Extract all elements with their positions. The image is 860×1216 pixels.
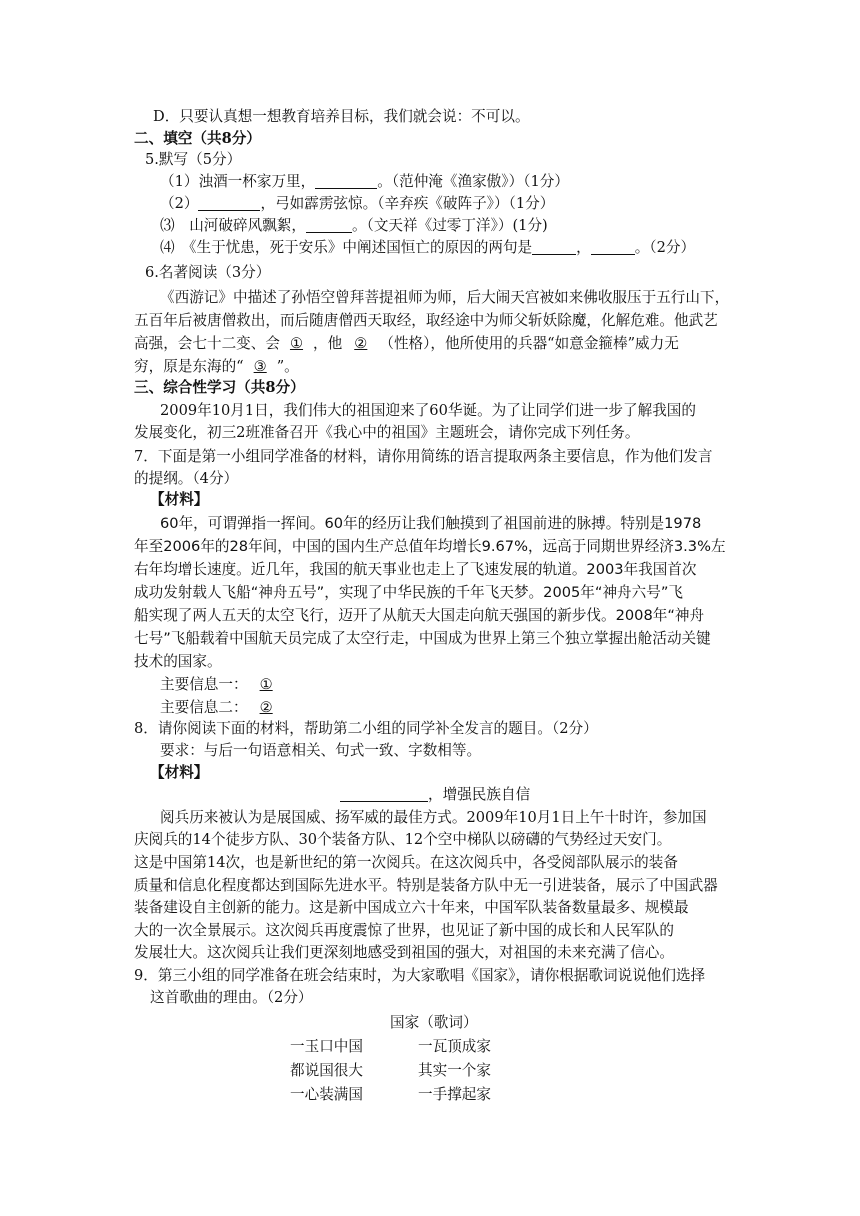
lyric-right: 一瓦顶成家 xyxy=(418,1038,491,1055)
intro-line-1: 2009年10月1日，我们伟大的祖国迎来了60华诞。为了让同学们进一步了解我国的 xyxy=(160,402,696,419)
answer-blank-info-2[interactable]: ② xyxy=(259,699,273,716)
q8-title-tail: ，增强民族自信 xyxy=(428,786,531,803)
lyric-left: 一玉口中国 xyxy=(290,1038,363,1055)
q5-line-3 xyxy=(160,215,548,237)
lyric-right: 一手撑起家 xyxy=(418,1086,491,1103)
q5-line-4-b: ， xyxy=(576,239,591,256)
q7-info-2 xyxy=(160,697,285,719)
answer-blank[interactable] xyxy=(306,216,352,233)
q6-text: （性格），他所使用的兵器“如意金箍棒”威力无 xyxy=(379,335,679,352)
q8-para-line: 发展壮大。这次阅兵让我们更深刻地感受到祖国的强大，对祖国的未来充满了信心。 xyxy=(134,944,674,961)
q8-para-line: 阅兵历来被认为是展国威、扬军威的最佳方式。2009年10月1日上午十时许，参加国 xyxy=(160,809,707,826)
q5-line-1 xyxy=(160,171,569,193)
q7-material-line: 右年均增长速度。近几年，我国的航天事业也走上了飞速发展的轨道。2003年我国首次 xyxy=(134,561,697,578)
answer-blank-info-1[interactable]: ① xyxy=(259,676,273,693)
lyric-right: 其实一个家 xyxy=(418,1062,491,1079)
q8-line-1: 8．请你阅读下面的材料，帮助第二小组的同学补全发言的题目。（2分） xyxy=(134,720,598,737)
q6-para-line-3 xyxy=(134,333,679,355)
answer-blank[interactable] xyxy=(591,238,635,255)
q7-material-line: 七号”飞船载着中国航天员完成了太空行走，中国成为世界上第三个独立掌握出舱活动关键 xyxy=(134,630,711,647)
q7-line-1: 7．下面是第一小组同学准备的材料，请你用简练的语言提取两条主要信息，作为他们发言 xyxy=(134,448,713,465)
q5-line-4-c: 。（2分） xyxy=(634,239,696,256)
q5-line-3-b: 。（文天祥《过零丁洋》）(1分) xyxy=(351,217,548,234)
answer-blank[interactable] xyxy=(198,194,260,211)
q8-requirement: 要求：与后一句语意相关、句式一致、字数相等。 xyxy=(160,742,482,759)
answer-blank-title[interactable] xyxy=(340,785,428,802)
q5-line-1-a: （1）浊酒一杯家万里， xyxy=(160,173,316,190)
q7-material-line: 60年，可谓弹指一挥间。60年的经历让我们触摸到了祖国前进的脉搏。特别是1978 xyxy=(160,515,702,532)
q5-line-4-a: ⑷ 《生于忧患，死于安乐》中阐述国恒亡的原因的两句是 xyxy=(160,239,533,256)
lyric-left: 一心装满国 xyxy=(290,1086,363,1103)
q5-line-2 xyxy=(160,193,554,215)
q9-line-2: 这首歌曲的理由。（2分） xyxy=(150,989,313,1006)
section-3-heading: 三、综合性学习（共8分） xyxy=(134,379,305,396)
answer-blank-3[interactable]: ③ xyxy=(253,358,267,375)
q6-text: ”。 xyxy=(276,358,299,375)
answer-blank-2[interactable]: ② xyxy=(354,335,368,352)
answer-blank[interactable] xyxy=(532,238,576,255)
section-2-heading: 二、填空（共8分） xyxy=(134,130,261,147)
lyric-left: 都说国很大 xyxy=(290,1062,363,1079)
q6-text: 穷，原是东海的“ xyxy=(134,358,244,375)
q5-line-4 xyxy=(160,237,695,259)
q6-text: 高强，会七十二变、会 xyxy=(134,335,280,352)
q8-title-line xyxy=(340,784,530,806)
q8-para-line: 质量和信息化程度都达到国际先进水平。特别是装备方队中无一引进装备，展示了中国武器 xyxy=(134,877,718,894)
q6-para-line-2: 五百年后被唐僧救出，而后随唐僧西天取经，取经途中为师父斩妖除魔，化解危难。他武艺 xyxy=(134,312,718,329)
q6-para-line-1: 《西游记》中描述了孙悟空曾拜菩提祖师为师，后大闹天宫被如来佛收服压于五行山下， xyxy=(160,289,730,306)
q5-line-1-b: 。（范仲淹《渔家傲》）（1分） xyxy=(377,173,569,190)
q9-line-1: 9．第三小组的同学准备在班会结束时，为大家歌唱《国家》，请你根据歌词说说他们选择 xyxy=(134,967,706,984)
q6-title: 6.名著阅读（3分） xyxy=(145,264,271,281)
q8-para-line: 装备建设自主创新的能力。这是新中国成立六十年来，中国军队装备数量最多、规模最 xyxy=(134,899,689,916)
q7-material-line: 年至2006年的28年间，中国的国内生产总值年均增长9.67%，远高于同期世界经济3.3%左 xyxy=(134,538,726,555)
q5-line-2-b: ，弓如霹雳弦惊。（辛弃疾《破阵子》）（1分） xyxy=(260,195,555,212)
q5-line-2-a: （2） xyxy=(160,195,199,212)
q8-material-label: 【材料】 xyxy=(150,764,209,781)
q5-line-3-a: ⑶ 山河破碎风飘絮， xyxy=(160,217,306,234)
q7-material-line: 成功发射载人飞船“神舟五号”，实现了中华民族的千年飞天梦。2005年“神舟六号”飞 xyxy=(134,584,683,601)
q8-para-line: 大的一次全景展示。这次阅兵再度震惊了世界，也见证了新中国的成长和人民军队的 xyxy=(134,922,674,939)
q7-material-label: 【材料】 xyxy=(150,491,209,508)
option-d: D．只要认真想一想教育培养目标，我们就会说：不可以。 xyxy=(153,108,530,125)
q5-title: 5.默写（5分） xyxy=(145,151,242,168)
song-title: 国家（歌词） xyxy=(390,1014,478,1031)
info-label: 主要信息二： xyxy=(160,699,248,716)
intro-line-2: 发展变化，初三2班准备召开《我心中的祖国》主题班会，请你完成下列任务。 xyxy=(134,424,640,441)
q6-para-line-4 xyxy=(134,356,299,378)
q6-text: ，他 xyxy=(313,335,343,352)
q7-material-line: 船实现了两人五天的太空飞行，迈开了从航天大国走向航天强国的新步伐。2008年“神舟 xyxy=(134,607,705,624)
q8-para-line: 这是中国第14次，也是新世纪的第一次阅兵。在这次阅兵中，各受阅部队展示的装备 xyxy=(134,854,678,871)
q7-line-2: 的提纲。（4分） xyxy=(134,470,239,487)
q7-material-line: 技术的国家。 xyxy=(134,653,222,670)
q7-info-1 xyxy=(160,674,285,696)
q8-para-line: 庆阅兵的14个徒步方队、30个装备方队、12个空中梯队以磅礴的气势经过天安门。 xyxy=(134,831,672,848)
answer-blank-1[interactable]: ① xyxy=(289,335,304,352)
answer-blank[interactable] xyxy=(315,172,377,189)
info-label: 主要信息一： xyxy=(160,676,248,693)
